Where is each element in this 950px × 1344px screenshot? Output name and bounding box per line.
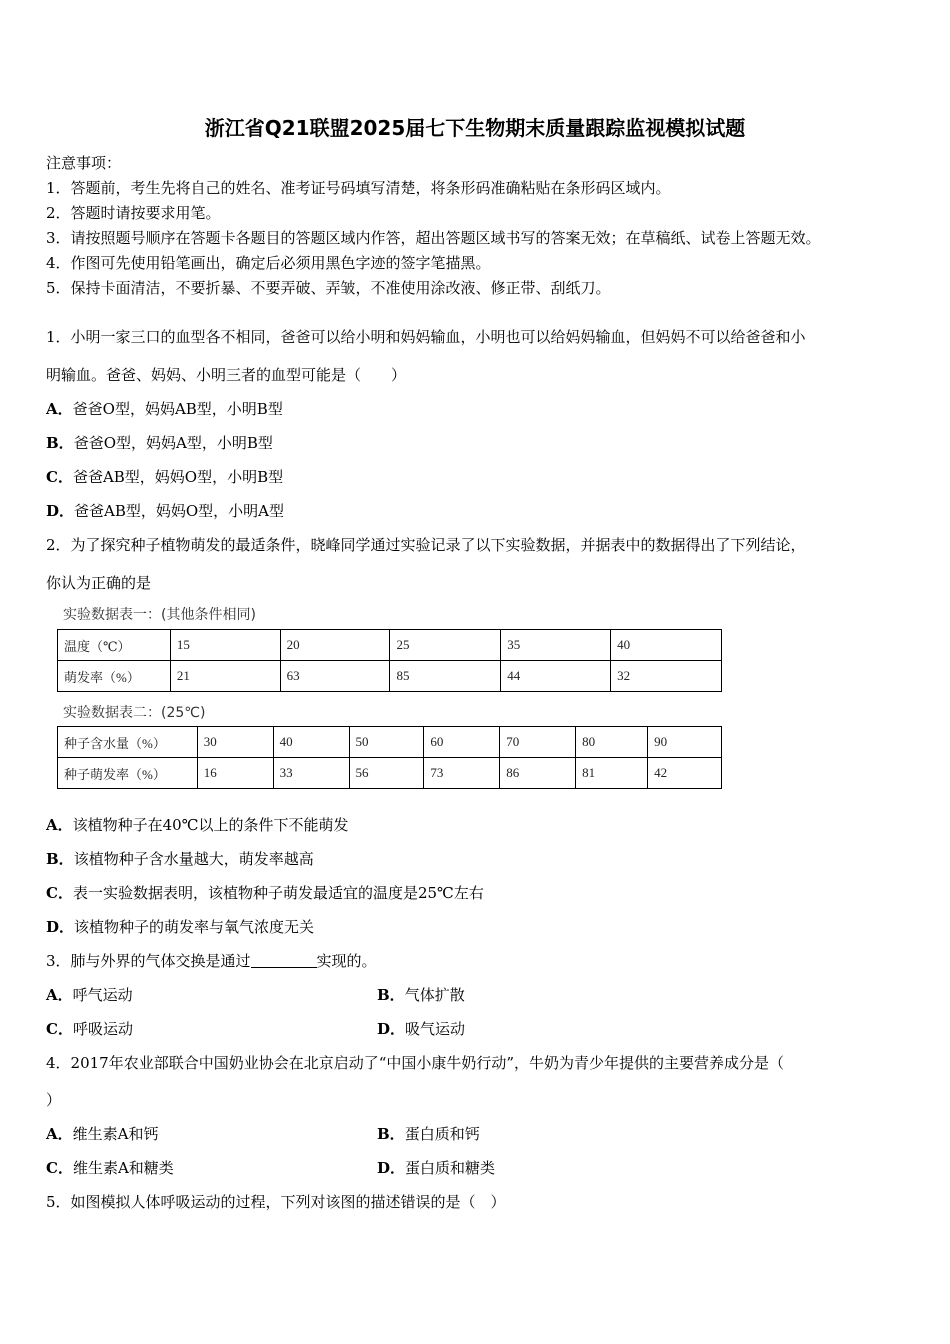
table1-caption: 实验数据表一：(其他条件相同): [63, 607, 256, 623]
option-text: 该植物种子的萌发率与氧气浓度无关: [74, 918, 315, 936]
option-label: C．: [46, 1159, 73, 1177]
table-cell: 25: [390, 630, 501, 661]
q4-option-a[interactable]: [46, 1123, 158, 1144]
table-row: [58, 727, 722, 758]
q1-option-b[interactable]: [46, 432, 273, 453]
notice-item-2: 2．答题时请按要求用笔。: [46, 204, 221, 222]
option-label: C．: [46, 1020, 73, 1038]
option-label: B．: [377, 986, 405, 1004]
notice-item-3: 3．请按照题号顺序在答题卡各题目的答题区域内作答，超出答题区域书写的答案无效；在草稿纸、试卷上答题无效。: [46, 229, 821, 247]
option-text: 爸爸O型，妈妈A型，小明B型: [73, 434, 273, 452]
table-cell: 35: [501, 630, 611, 661]
table-row: [58, 630, 722, 661]
option-text: 蛋白质和钙: [404, 1125, 480, 1143]
table-cell: 73: [424, 758, 500, 789]
table-cell: 21: [170, 661, 280, 692]
option-text: 气体扩散: [404, 986, 465, 1004]
table-cell: 85: [390, 661, 501, 692]
table-cell: 20: [280, 630, 390, 661]
q2-option-a[interactable]: [46, 814, 349, 835]
option-text: 呼吸运动: [72, 1020, 133, 1038]
q3-option-c[interactable]: [46, 1018, 133, 1039]
q2-stem-line2: 你认为正确的是: [46, 574, 152, 592]
table-row: [58, 758, 722, 789]
table-cell: 15: [170, 630, 280, 661]
table-cell: 萌发率（%）: [58, 661, 171, 692]
table-cell: 44: [501, 661, 611, 692]
table2-caption: 实验数据表二：(25℃): [63, 705, 206, 721]
table-cell: 50: [349, 727, 424, 758]
option-text: 维生素A和钙: [72, 1125, 159, 1143]
option-label: A．: [46, 400, 73, 418]
option-text: 维生素A和糖类: [72, 1159, 174, 1177]
q3-stem-before: 3．肺与外界的气体交换是通过: [46, 952, 251, 970]
table-cell: 种子萌发率（%）: [58, 758, 198, 789]
option-label: A．: [46, 1125, 73, 1143]
answer-blank[interactable]: [251, 953, 317, 968]
q3-stem-after: 实现的。: [316, 952, 377, 970]
table-cell: 56: [349, 758, 424, 789]
option-text: 蛋白质和糖类: [405, 1159, 496, 1177]
table-cell: 86: [500, 758, 576, 789]
table-cell: 33: [273, 758, 349, 789]
option-label: C．: [46, 884, 73, 902]
option-label: B．: [46, 434, 74, 452]
notice-item-5: 5．保持卡面清洁，不要折暴、不要弄破、弄皱，不准使用涂改液、修正带、刮纸刀。: [46, 279, 611, 297]
option-label: D．: [46, 502, 75, 520]
option-label: D．: [377, 1159, 406, 1177]
option-text: 爸爸AB型，妈妈O型，小明A型: [74, 502, 285, 520]
q4-option-b[interactable]: [377, 1123, 480, 1144]
q1-option-a[interactable]: [46, 398, 283, 419]
table-cell: 70: [500, 727, 576, 758]
q3-option-a[interactable]: [46, 984, 133, 1005]
exam-title: 浙江省Q21联盟2025届七下生物期末质量跟踪监视模拟试题: [204, 116, 746, 140]
table-cell: 42: [648, 758, 722, 789]
option-label: D．: [46, 918, 75, 936]
q2-option-d[interactable]: [46, 916, 314, 937]
table-cell: 40: [611, 630, 722, 661]
q2-option-c[interactable]: [46, 882, 484, 903]
option-text: 表一实验数据表明，该植物种子萌发最适宜的温度是25℃左右: [72, 884, 484, 902]
option-text: 该植物种子含水量越大，萌发率越高: [73, 850, 314, 868]
q2-stem-line1: 2．为了探究种子植物萌发的最适条件，晓峰同学通过实验记录了以下实验数据，并据表中的数据得出了下列结论，: [46, 536, 806, 554]
q1-stem-line1: 1．小明一家三口的血型各不相同，爸爸可以给小明和妈妈输血，小明也可以给妈妈输血，但妈妈不可以给爸爸和小: [46, 328, 806, 346]
table2: [57, 726, 722, 789]
notice-item-4: 4．作图可先使用铅笔画出，确定后必须用黑色字迹的签字笔描黑。: [46, 254, 491, 272]
table-cell: 16: [197, 758, 273, 789]
table-row: [58, 661, 722, 692]
option-text: 吸气运动: [405, 1020, 466, 1038]
q3-option-d[interactable]: [377, 1018, 465, 1039]
table-cell: 90: [648, 727, 722, 758]
option-label: B．: [377, 1125, 405, 1143]
option-label: C．: [46, 468, 73, 486]
option-text: 爸爸AB型，妈妈O型，小明B型: [72, 468, 284, 486]
table-cell: 40: [273, 727, 349, 758]
table-cell: 80: [576, 727, 648, 758]
option-label: B．: [46, 850, 74, 868]
table-cell: 63: [280, 661, 390, 692]
q1-option-c[interactable]: [46, 466, 283, 487]
notice-item-1: 1．答题前，考生先将自己的姓名、准考证号码填写清楚，将条形码准确粘贴在条形码区域内。: [46, 179, 671, 197]
table-cell: 60: [424, 727, 500, 758]
table1: [57, 629, 722, 692]
table-cell: 种子含水量（%）: [58, 727, 198, 758]
table-cell: 30: [197, 727, 273, 758]
q1-stem-line2: 明输血。爸爸、妈妈、小明三者的血型可能是（ ）: [46, 366, 407, 384]
q4-option-d[interactable]: [377, 1157, 495, 1178]
q2-option-b[interactable]: [46, 848, 314, 869]
q1-option-d[interactable]: [46, 500, 284, 521]
q4-stem-line2: ）: [46, 1091, 62, 1109]
q4-stem-line1: 4．2017年农业部联合中国奶业协会在北京启动了“中国小康牛奶行动”，牛奶为青少年提供的主要营养成分是（: [46, 1054, 785, 1072]
option-text: 爸爸O型，妈妈AB型，小明B型: [72, 400, 283, 418]
option-text: 该植物种子在40℃以上的条件下不能萌发: [72, 816, 349, 834]
option-label: A．: [46, 986, 73, 1004]
option-label: D．: [377, 1020, 406, 1038]
q4-option-c[interactable]: [46, 1157, 174, 1178]
option-label: A．: [46, 816, 73, 834]
table-cell: 81: [576, 758, 648, 789]
q5-stem-line1: 5．如图模拟人体呼吸运动的过程，下列对该图的描述错误的是（ ）: [46, 1193, 506, 1211]
option-text: 呼气运动: [72, 986, 133, 1004]
notice-heading: 注意事项：: [46, 154, 122, 172]
table-cell: 32: [611, 661, 722, 692]
q3-stem: [46, 950, 377, 971]
q3-option-b[interactable]: [377, 984, 465, 1005]
table-cell: 温度（℃）: [58, 630, 171, 661]
